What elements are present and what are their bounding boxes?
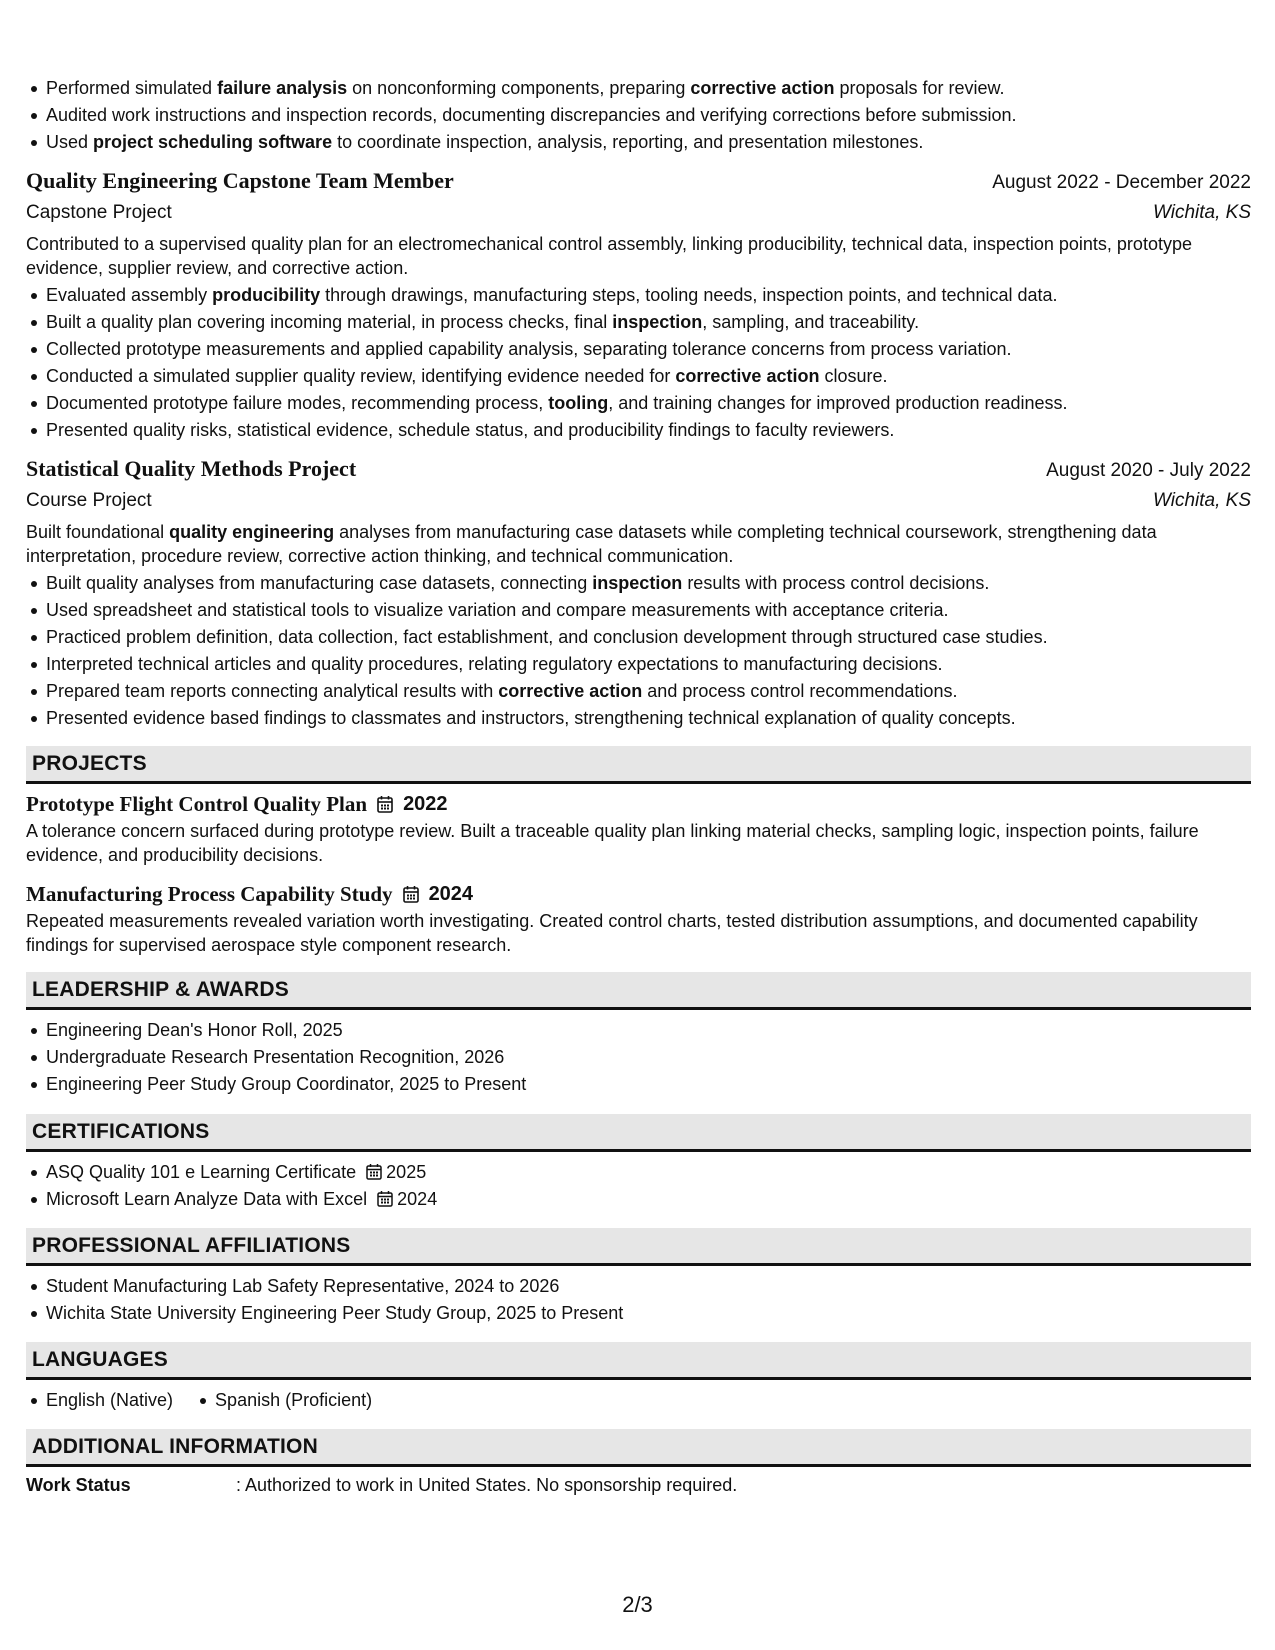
project-year: 2022: [403, 793, 448, 815]
certification-year: 2025: [386, 1162, 427, 1182]
bullet-item: Practiced problem definition, data collection, fact establishment, and conclusion development through structured case studies.: [46, 624, 1251, 651]
capstone-entry: [26, 166, 1251, 444]
entry-title: Statistical Quality Methods Project: [26, 456, 357, 481]
project-description: A tolerance concern surfaced during prototype review. Built a traceable quality plan linking material checks, sampling logic, inspection points, failure evidence, and producibility decisions.: [26, 821, 1199, 865]
entry-summary: Built foundational quality engineering analyses from manufacturing case datasets while completing technical coursework, strengthening data interpretation, procedure review, corrective action thinking, and technical communication.: [26, 522, 1157, 566]
project-item: [26, 879, 1251, 957]
calendar-icon: [377, 1190, 393, 1207]
calendar-icon: [403, 885, 419, 903]
languages-list: [26, 1387, 1251, 1414]
bullet-item: Audited work instructions and inspection records, documenting discrepancies and verifying corrections before submission.: [46, 102, 1251, 129]
section-certifications: CERTIFICATIONS: [26, 1114, 1251, 1152]
bullet-item: Evaluated assembly producibility through drawings, manufacturing steps, tooling needs, inspection points, and technical data.: [46, 282, 1251, 309]
list-item: [46, 1159, 1251, 1186]
entry-location: Wichita, KS: [1152, 490, 1251, 511]
list-item: [46, 1186, 1251, 1213]
project-title: Prototype Flight Control Quality Plan: [26, 792, 368, 816]
project-year: 2024: [428, 883, 474, 905]
leadership-list: [26, 1017, 1251, 1098]
bullet-item: Collected prototype measurements and applied capability analysis, separating tolerance concerns from process variation.: [46, 336, 1251, 363]
certification-name: ASQ Quality 101 e Learning Certificate: [46, 1162, 357, 1182]
bullet-item: Built quality analyses from manufacturing case datasets, connecting inspection results with process control decisions.: [46, 570, 1251, 597]
entry-subtitle: Capstone Project: [26, 202, 172, 223]
list-item: Wichita State University Engineering Peer Study Group, 2025 to Present: [46, 1300, 1251, 1327]
entry-title: Quality Engineering Capstone Team Member: [26, 168, 454, 193]
page-number: 2/3: [622, 1592, 653, 1617]
calendar-icon: [366, 1163, 382, 1180]
certification-name: Microsoft Learn Analyze Data with Excel: [46, 1189, 368, 1209]
work-status-row: [26, 1473, 1251, 1497]
section-languages: LANGUAGES: [26, 1342, 1251, 1380]
section-projects: PROJECTS: [26, 746, 1251, 784]
project-description: Repeated measurements revealed variation worth investigating. Created control charts, tested distribution assumptions, and documented capability findings for supervised aerospace style component research.: [26, 911, 1198, 955]
list-item: Engineering Dean's Honor Roll, 2025: [46, 1017, 1251, 1044]
bullet-item: Performed simulated failure analysis on nonconforming components, preparing corrective action proposals for review.: [46, 75, 1251, 102]
bullet-item: Interpreted technical articles and quality procedures, relating regulatory expectations to manufacturing decisions.: [46, 651, 1251, 678]
language-item: English (Native): [46, 1387, 173, 1414]
project-title: Manufacturing Process Capability Study: [26, 882, 393, 906]
affiliations-list: [26, 1273, 1251, 1327]
bullet-item: Used spreadsheet and statistical tools to visualize variation and compare measurements with acceptance criteria.: [46, 597, 1251, 624]
bullet-item: Presented evidence based findings to classmates and instructors, strengthening technical explanation of quality concepts.: [46, 705, 1251, 732]
work-status-label: Work Status: [26, 1475, 131, 1495]
stat-methods-bullets: [26, 570, 1251, 732]
certification-year: 2024: [397, 1189, 438, 1209]
entry-dates: August 2022 - December 2022: [992, 172, 1251, 193]
section-affiliations: PROFESSIONAL AFFILIATIONS: [26, 1228, 1251, 1266]
experience-continued-bullets: [26, 75, 1251, 156]
bullet-item: Built a quality plan covering incoming material, in process checks, final inspection, sampling, and traceability.: [46, 309, 1251, 336]
list-item: Engineering Peer Study Group Coordinator, 2025 to Present: [46, 1071, 1251, 1098]
list-item: Student Manufacturing Lab Safety Representative, 2024 to 2026: [46, 1273, 1251, 1300]
resume-page: [26, 0, 1251, 1497]
bullet-item: Presented quality risks, statistical evidence, schedule status, and producibility findings to faculty reviewers.: [46, 417, 1251, 444]
entry-summary: Contributed to a supervised quality plan for an electromechanical control assembly, linking producibility, technical data, inspection points, prototype evidence, supplier review, and corrective action.: [26, 234, 1192, 278]
project-item: [26, 789, 1251, 867]
list-item: Undergraduate Research Presentation Recognition, 2026: [46, 1044, 1251, 1071]
bullet-item: Conducted a simulated supplier quality review, identifying evidence needed for corrective action closure.: [46, 363, 1251, 390]
section-additional-info: ADDITIONAL INFORMATION: [26, 1429, 1251, 1467]
entry-location: Wichita, KS: [1152, 202, 1251, 223]
certifications-list: [26, 1159, 1251, 1213]
section-leadership: LEADERSHIP & AWARDS: [26, 972, 1251, 1010]
bullet-item: Prepared team reports connecting analytical results with corrective action and process control recommendations.: [46, 678, 1251, 705]
entry-dates: August 2020 - July 2022: [1046, 460, 1251, 481]
bullet-item: Documented prototype failure modes, recommending process, tooling, and training changes for improved production readiness.: [46, 390, 1251, 417]
work-status-value: : Authorized to work in United States. No sponsorship required.: [236, 1475, 738, 1495]
entry-subtitle: Course Project: [26, 490, 152, 511]
bullet-item: Used project scheduling software to coordinate inspection, analysis, reporting, and presentation milestones.: [46, 129, 1251, 156]
capstone-bullets: [26, 282, 1251, 444]
language-item: Spanish (Proficient): [215, 1387, 372, 1414]
calendar-icon: [377, 795, 393, 813]
stat-methods-entry: [26, 454, 1251, 732]
